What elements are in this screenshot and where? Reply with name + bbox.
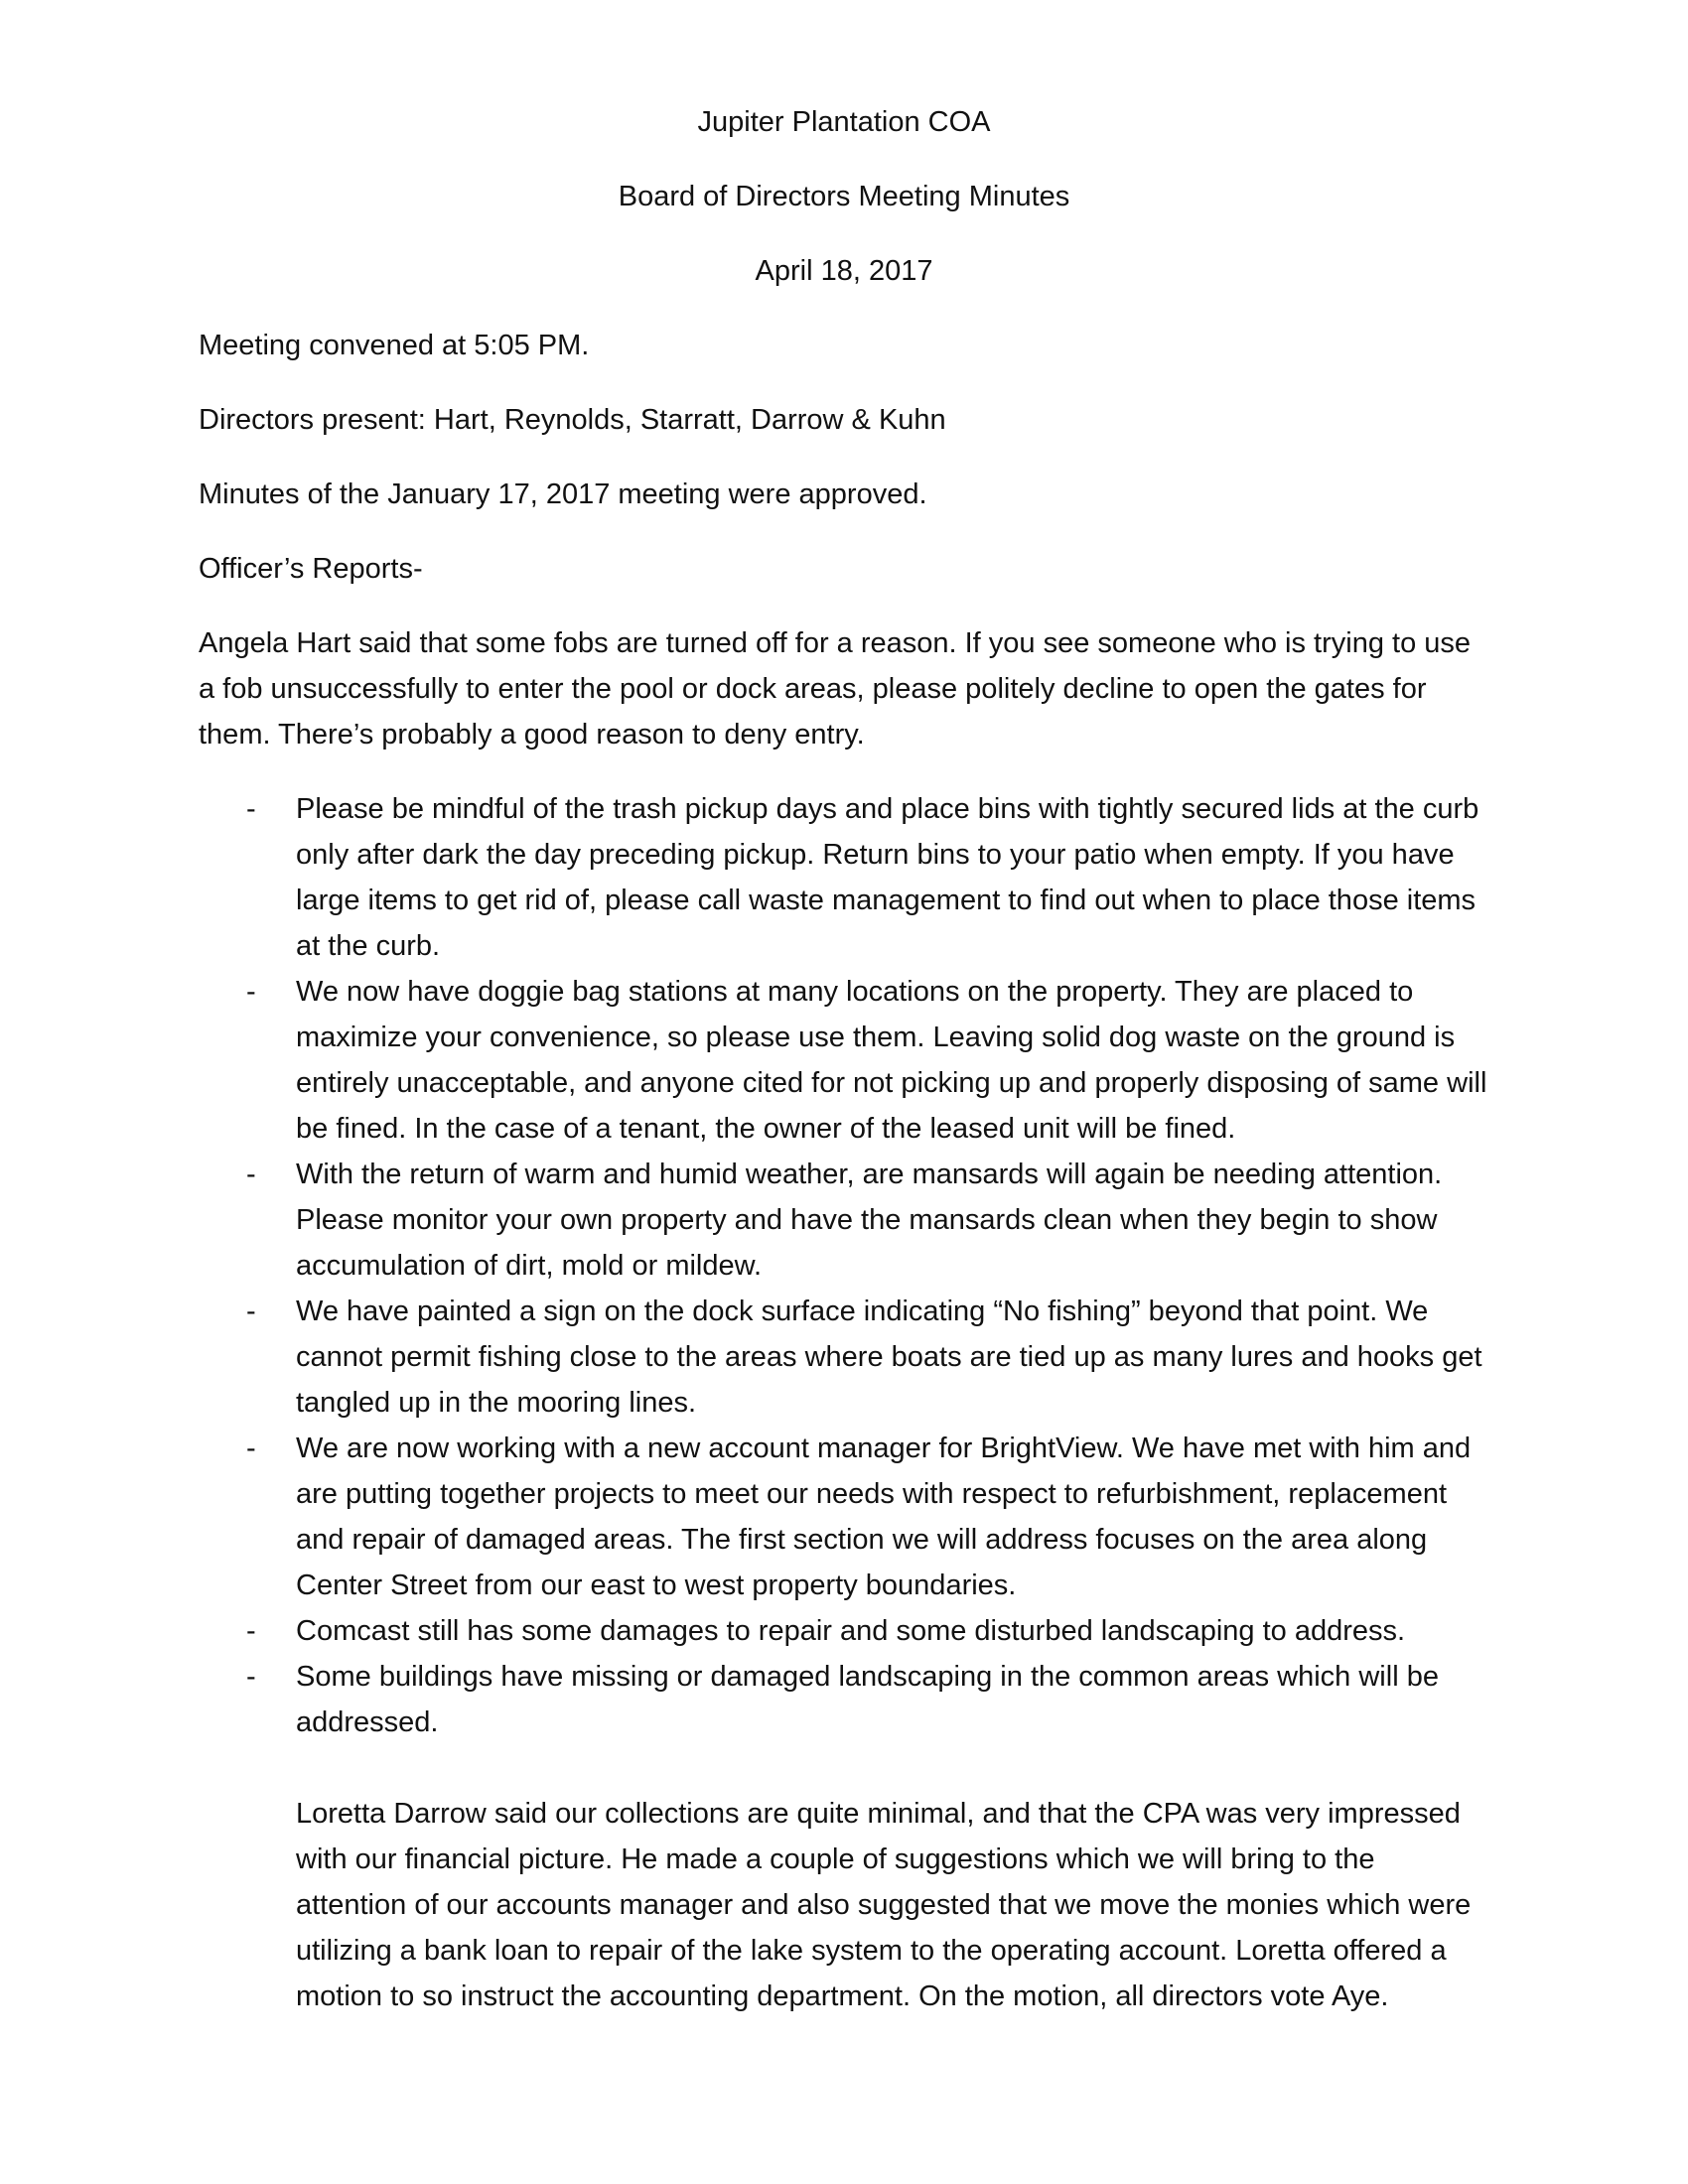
- list-item: [246, 1289, 1489, 1426]
- directors-present-paragraph: Directors present: Hart, Reynolds, Starratt, Darrow & Kuhn: [199, 404, 946, 436]
- list-item-text: We have painted a sign on the dock surface indicating “No fishing” beyond that point. We cannot permit fishing close to the areas where boats are tied up as many lures and hooks get tangled up in the mooring lines.: [296, 1296, 1482, 1419]
- bullet-dash: -: [246, 976, 256, 1008]
- loretta-darrow-report: Loretta Darrow said our collections are quite minimal, and that the CPA was very impressed with our financial picture. He made a couple of suggestions which we will bring to the attention of our accounts manager and also suggested that we move the monies which were utilizing a bank loan to repair of the lake system to the operating account. Loretta offered a motion to so instruct the accounting department. On the motion, all directors vote Aye.: [296, 1798, 1472, 2012]
- list-item: [246, 969, 1489, 1152]
- list-item-text: Comcast still has some damages to repair and some disturbed landscaping to address.: [296, 1615, 1406, 1647]
- list-item-text: We are now working with a new account manager for BrightView. We have met with him and are putting together projects to meet our needs with respect to refurbishment, replacement and repair of damaged areas. The first section we will address focuses on the area along Center Street from our east to west property boundaries.: [296, 1433, 1472, 1601]
- list-item: [246, 786, 1489, 969]
- bullet-dash: -: [246, 793, 256, 825]
- document-body: [199, 99, 1489, 2019]
- bullet-dash: -: [246, 1159, 256, 1190]
- bullet-dash: -: [246, 1661, 256, 1693]
- list-item-text: Some buildings have missing or damaged landscaping in the common areas which will be addressed.: [296, 1661, 1439, 1738]
- list-item: [246, 1426, 1489, 1608]
- list-item-text: With the return of warm and humid weather, are mansards will again be needing attention. Please monitor your own property and have the mansards clean when they begin to show accumulation of dirt, mold or mildew.: [296, 1159, 1443, 1282]
- officers-reports-heading: Officer’s Reports-: [199, 553, 423, 585]
- meeting-date: April 18, 2017: [755, 255, 933, 287]
- list-item: [246, 1608, 1489, 1654]
- minutes-approved-paragraph: Minutes of the January 17, 2017 meeting were approved.: [199, 478, 927, 510]
- report-bullet-list: [199, 786, 1489, 1745]
- list-item-text: We now have doggie bag stations at many locations on the property. They are placed to maximize your convenience, so please use them. Leaving solid dog waste on the ground is entirely unacceptable, and anyone cited for not picking up and properly disposing of same will be fined. In the case of a tenant, the owner of the leased unit will be fined.: [296, 976, 1487, 1145]
- angela-hart-report: Angela Hart said that some fobs are turned off for a reason. If you see someone who is trying to use a fob unsuccessfully to enter the pool or dock areas, please politely decline to open the gates for them. There’s probably a good reason to deny entry.: [199, 627, 1472, 751]
- organization-name: Jupiter Plantation COA: [697, 106, 991, 138]
- list-item: [246, 1152, 1489, 1289]
- convened-paragraph: Meeting convened at 5:05 PM.: [199, 330, 590, 361]
- bullet-dash: -: [246, 1615, 256, 1647]
- bullet-dash: -: [246, 1433, 256, 1464]
- bullet-dash: -: [246, 1296, 256, 1327]
- list-item-text: Please be mindful of the trash pickup days and place bins with tightly secured lids at the curb only after dark the day preceding pickup. Return bins to your patio when empty. If you have large items to get rid of, please call waste management to find out when to place those items at the curb.: [296, 793, 1479, 962]
- document-title: Board of Directors Meeting Minutes: [618, 181, 1070, 212]
- list-item: [246, 1654, 1489, 1745]
